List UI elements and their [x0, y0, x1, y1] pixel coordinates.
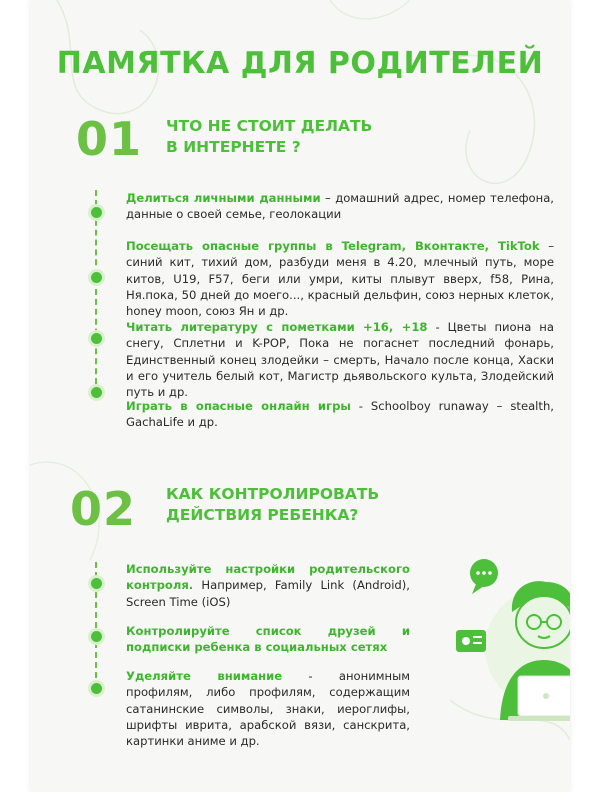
section-heading [166, 484, 379, 526]
list-item [126, 238, 554, 319]
item-highlight: Уделяйте внимание [126, 669, 283, 683]
list-item [126, 668, 410, 749]
page-title: ПАМЯТКА ДЛЯ РОДИТЕЛЕЙ [56, 46, 544, 81]
bullet-dot [88, 575, 105, 592]
item-text: – домашний адрес, номер телефона, данные о своей семье, геолокации [126, 191, 554, 222]
item-text: - Цветы пиона на снегу, Сплетни и K-POP, Пока не погаснет последний фонарь, Единственный конец злодейки – смерть, Начало после конца, Хаски и его учитель белый кот, Магистр дьявольского культа, Злодейский путь и др. [126, 320, 554, 400]
bullet-dot [88, 269, 105, 286]
section-number: 01 [76, 112, 143, 166]
list-item [126, 623, 410, 656]
section-heading-line: ЧТО НЕ СТОИТ ДЕЛАТЬ [166, 117, 373, 135]
item-text: - Schoolboy runaway – stealth, GachaLife и др. [126, 399, 554, 430]
item-text: Например, Family Link (Android), Screen Time (iOS) [126, 578, 410, 609]
item-text: - анонимным профилям, либо профилям, содержащим сатанинские символы, знаки, иероглифы, шрифты иврита, арабской вязи, санскрита, картинки аниме и др. [126, 669, 410, 749]
item-text: – синий кит, тихий дом, разбуди меня в 4.20, млечный путь, море китов, U19, F57, беги или умри, киты плывут вверх, f58, Рина, Ня.пока, 50 дней до моего..., красный дельфин, союз нерных клеток, honey moon, союз Ян и др. [126, 239, 554, 319]
boy-with-laptop-illustration [450, 548, 570, 738]
section-heading-line: ДЕЙСТВИЯ РЕБЕНКА? [166, 506, 359, 524]
section-heading [166, 116, 372, 158]
item-highlight: Контролируйте список друзей и подписки ребенка в социальных сетях [126, 624, 410, 655]
section-heading-line: КАК КОНТРОЛИРОВАТЬ [166, 485, 380, 503]
bullet-dot [88, 680, 105, 697]
item-highlight: Используйте настройки родительского контроля. [126, 562, 410, 593]
list-item [126, 561, 410, 610]
item-highlight: Посещать опасные группы в Telegram, Вконтакте, TikTok [126, 239, 540, 253]
item-highlight: Делиться личными данными [126, 191, 321, 205]
list-item [126, 319, 554, 400]
section-heading-line: В ИНТЕРНЕТЕ ? [166, 138, 301, 156]
item-highlight: Читать литературу с пометками +16, +18 [126, 320, 428, 334]
bullet-dot [88, 204, 105, 221]
bullet-dot [88, 330, 105, 347]
page-footer-gap [0, 792, 600, 806]
bullet-dot [88, 628, 105, 645]
list-item [126, 190, 554, 223]
item-highlight: Играть в опасные онлайн игры [126, 399, 351, 413]
list-item [126, 398, 554, 431]
bullet-dot [88, 384, 105, 401]
card-icon [456, 630, 486, 652]
section-number: 02 [70, 482, 137, 536]
memo-page [30, 0, 570, 792]
chat-bubble-icon [470, 559, 498, 594]
